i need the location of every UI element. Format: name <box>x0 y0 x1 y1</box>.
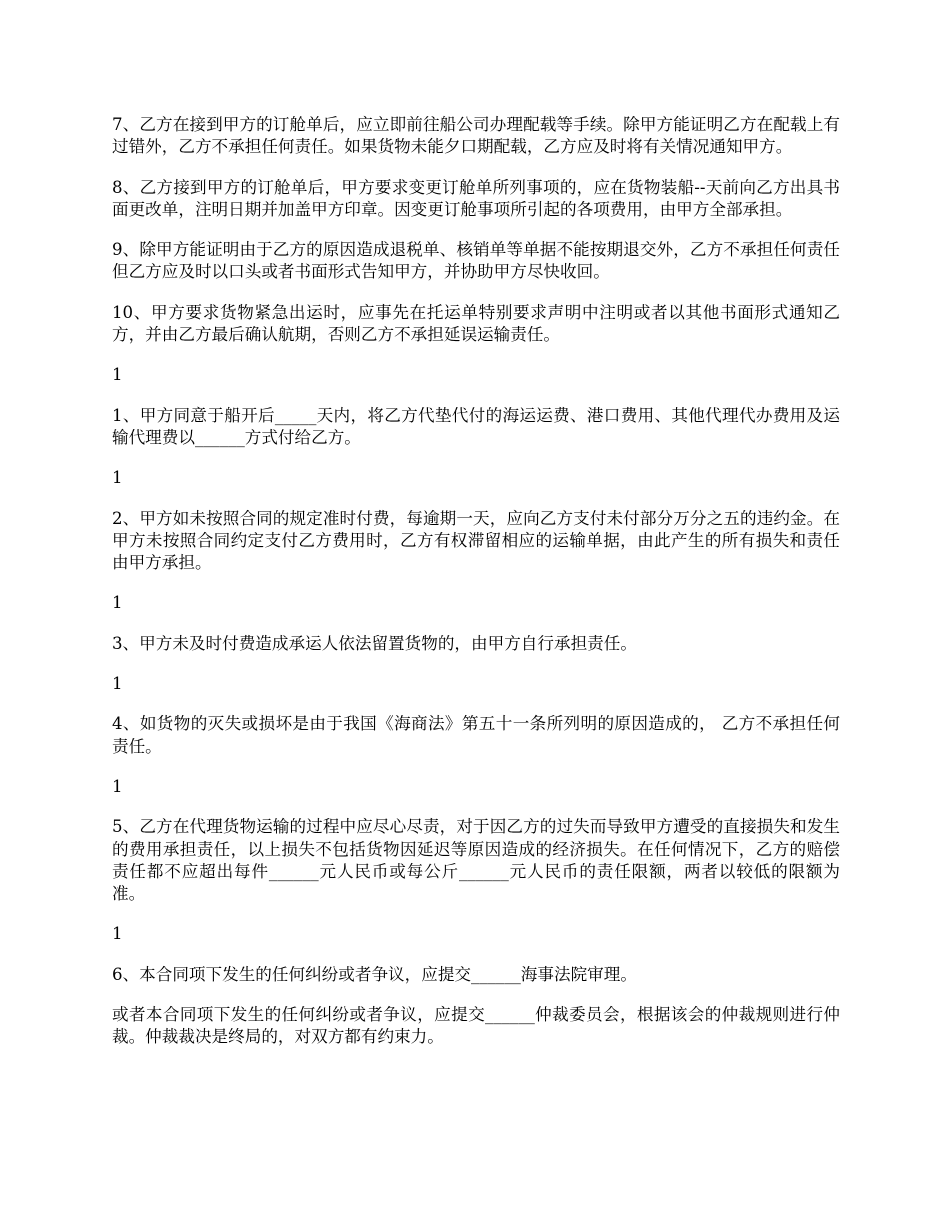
payment-clause-2: 2、甲方如未按照合同的规定准时付费，每逾期一天，应向乙方支付未付部分万分之五的违约金。在甲方未按照合同约定支付乙方费用时，乙方有权滞留相应的运输单据，由此产生的所有损失和责任由甲方承担。 <box>112 508 840 573</box>
arbitration-clause: 或者本合同项下发生的任何纠纷或者争议，应提交______仲裁委员会，根据该会的仲裁规则进行仲裁。仲裁裁决是终局的，对双方都有约束力。 <box>112 1005 840 1047</box>
document-page <box>112 114 840 1067</box>
liability-clause-3: 3、甲方未及时付费造成承运人依法留置货物的，由甲方自行承担责任。 <box>112 633 637 653</box>
dispute-clause-6: 6、本合同项下发生的任何纠纷或者争议，应提交______海事法院审理。 <box>112 964 637 984</box>
clause-8: 8、乙方接到甲方的订舱单后，甲方要求变更订舱单所列事项的，应在货物装船--天前向乙方出具书面更改单，注明日期并加盖甲方印章。因变更订舱事项所引起的各项费用，由甲方全部承担。 <box>112 177 840 219</box>
clause-7: 7、乙方在接到甲方的订舱单后，应立即前往船公司办理配载等手续。除甲方能证明乙方在配载上有过错外，乙方不承担任何责任。如果货物未能夕口期配载，乙方应及时将有关情况通知甲方。 <box>112 115 840 157</box>
clause-9: 9、除甲方能证明由于乙方的原因造成退税单、核销单等单据不能按期退交外，乙方不承担任何责任但乙方应及时以口头或者书面形式告知甲方，并协助甲方尽快收回。 <box>112 240 840 282</box>
clause-10: 10、甲方要求货物紧急出运时，应事先在托运单特别要求声明中注明或者以其他书面形式通知乙方，并由乙方最后确认航期，否则乙方不承担延误运输责任。 <box>112 302 840 345</box>
section-number: 1 <box>112 365 123 385</box>
section-number: 1 <box>112 593 123 613</box>
section-number: 1 <box>112 468 123 488</box>
section-number: 1 <box>112 776 123 796</box>
section-number: 1 <box>112 924 123 944</box>
payment-clause-1: 1、甲方同意于船开后_____天内，将乙方代垫代付的海运运费、港口费用、其他代理代办费用及运输代理费以______方式付给乙方。 <box>112 405 840 447</box>
liability-clause-4: 4、如货物的灭失或损坏是由于我国《海商法》第五十一条所列明的原因造成的， 乙方不承担任何责任。 <box>112 714 840 756</box>
liability-clause-5: 5、乙方在代理货物运输的过程中应尽心尽责，对于因乙方的过失而导致甲方遭受的直接损失和发生的费用承担责任，以上损失不包括货物因延迟等原因造成的经济损失。在任何情况下，乙方的赔偿责任都不应超出每件______元人民币或每公斤______元人民币的责任限额，两者以较低的限额为准。 <box>112 817 840 904</box>
section-number: 1 <box>112 674 123 694</box>
